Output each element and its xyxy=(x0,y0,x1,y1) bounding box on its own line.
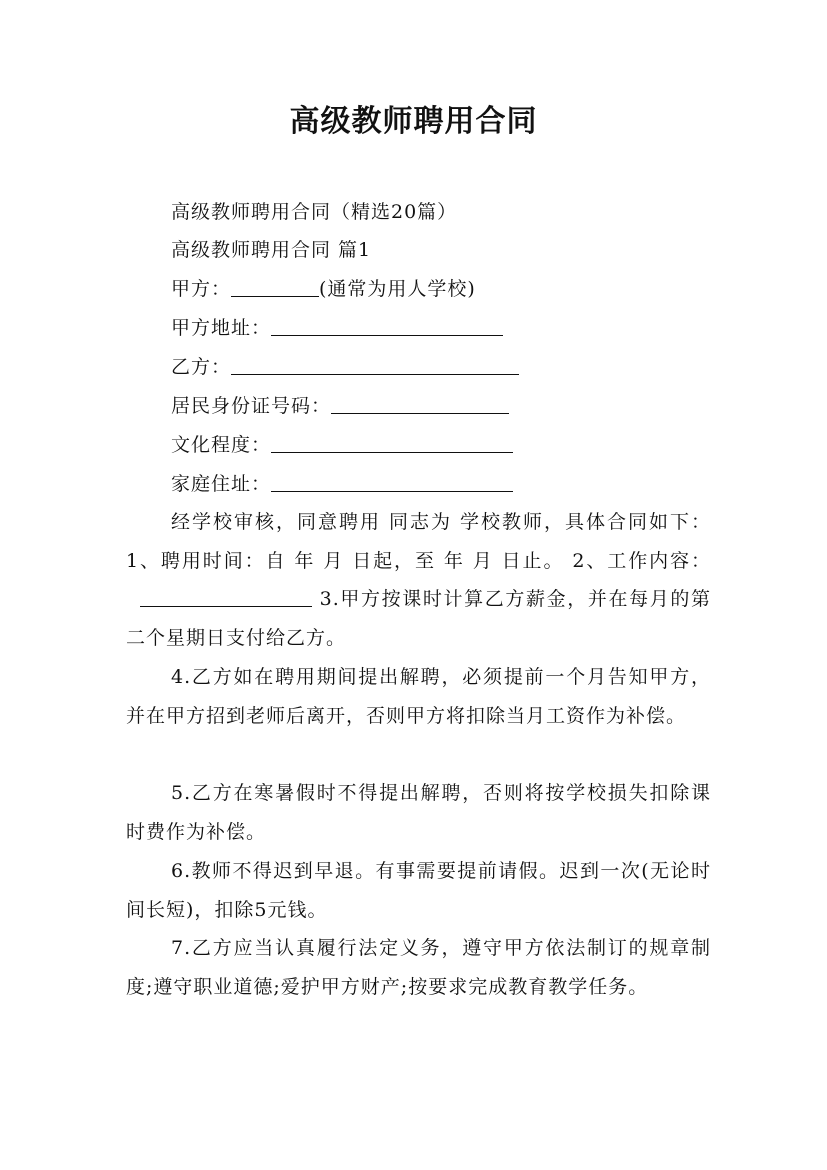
paragraph-text: 3.甲方按课时计算乙方薪金，并在每月的第二个星期日支付给乙方。 xyxy=(126,588,711,649)
field-label: 家庭住址： xyxy=(171,473,272,495)
clause-7: 7.乙方应当认真履行法定义务，遵守甲方依法制订的规章制度;遵守职业道德;爱护甲方财产;按要求完成教育教学任务。 xyxy=(126,937,711,998)
document-title: 高级教师聘用合同 xyxy=(289,104,538,139)
paragraph-terms xyxy=(126,503,711,657)
field-label: 乙方： xyxy=(171,356,232,378)
blank-line xyxy=(231,354,519,375)
field-label: 甲方： xyxy=(171,278,232,300)
clause-4: 4.乙方如在聘用期间提出解聘，必须提前一个月告知甲方，并在甲方招到老师后离开，否则甲方将扣除当月工资作为补偿。 xyxy=(126,666,711,727)
field-education xyxy=(171,432,513,458)
blank-line xyxy=(271,315,503,336)
clause-5: 5.乙方在寒暑假时不得提出解聘，否则将按学校损失扣除课时费作为补偿。 xyxy=(126,782,711,843)
field-label: 甲方地址： xyxy=(171,317,272,339)
field-party-b xyxy=(171,354,519,380)
field-label: 文化程度： xyxy=(171,434,272,456)
blank-line xyxy=(231,276,319,297)
field-party-a xyxy=(171,276,476,302)
paragraph-text: 经学校审核，同意聘用 同志为 学校教师，具体合同如下： 1、聘用时间：自 年 月 日起，至 年 月 日止。 2、工作内容： xyxy=(126,511,711,572)
field-label: 居民身份证号码： xyxy=(171,395,332,417)
field-id-number xyxy=(171,393,509,419)
section-heading: 高级教师聘用合同 篇1 xyxy=(171,239,372,261)
clause-6: 6.教师不得迟到早退。有事需要提前请假。迟到一次(无论时间长短)，扣除5元钱。 xyxy=(126,860,711,921)
blank-line xyxy=(271,471,513,492)
document-subtitle: 高级教师聘用合同（精选20篇） xyxy=(171,201,458,223)
blank-line xyxy=(271,432,513,453)
blank-line xyxy=(140,586,312,607)
field-party-a-address xyxy=(171,315,503,341)
field-note: (通常为用人学校) xyxy=(319,278,476,300)
blank-line xyxy=(331,393,509,414)
field-home-address xyxy=(171,471,513,497)
